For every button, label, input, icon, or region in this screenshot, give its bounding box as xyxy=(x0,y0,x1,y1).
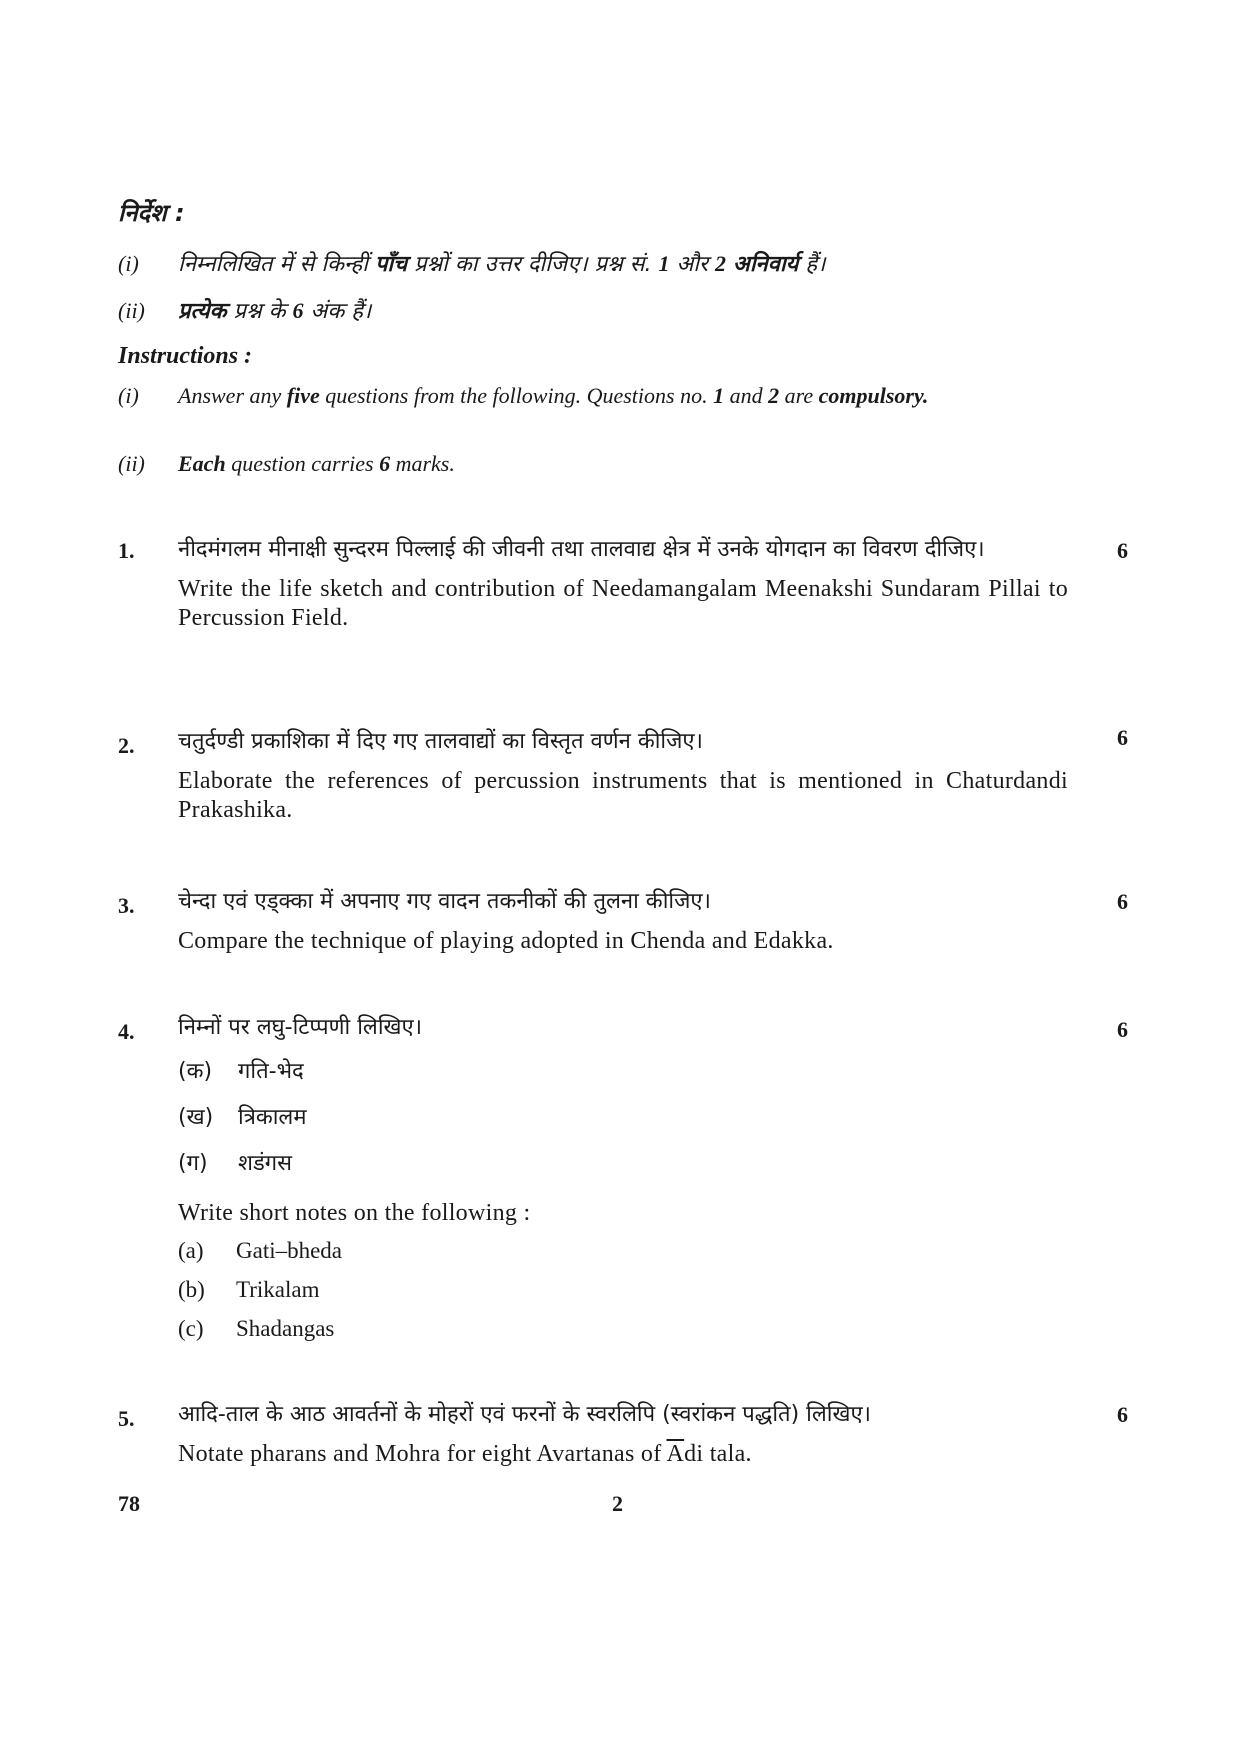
subitem-label: (ग) xyxy=(178,1151,208,1176)
instruction-text: Each question carries 6 marks. xyxy=(178,451,455,476)
question-body xyxy=(178,885,1068,956)
subitem-label: (ख) xyxy=(178,1105,214,1130)
instruction-text: Answer any five questions from the following. Questions no. 1 and 2 are compulsory. xyxy=(178,383,929,408)
question-text-english: Write the life sketch and contribution of Needamangalam Meenakshi Sundaram Pillai to Percussion Field. xyxy=(178,576,1068,631)
question-body xyxy=(178,725,1068,825)
subitem-label: (b) xyxy=(178,1277,205,1302)
subitem-text: Gati–bheda xyxy=(236,1238,343,1263)
hindi-instructions-heading: निर्देश : xyxy=(118,199,185,227)
subitem-text: त्रिकालम xyxy=(238,1105,307,1130)
subitem-text: गति-भेद xyxy=(238,1059,304,1084)
question-number: 3. xyxy=(118,893,135,918)
question-text-english: Compare the technique of playing adopted in Chenda and Edakka. xyxy=(178,928,834,954)
question-text-english: Notate pharans and Mohra for eight Avartanas of $\overline{A}di$ tala. xyxy=(178,1441,752,1467)
page-number: 2 xyxy=(612,1491,623,1516)
question-number: 5. xyxy=(118,1406,135,1431)
english-subitem-c xyxy=(178,1316,1068,1355)
hindi-subitem-ka xyxy=(178,1055,1068,1101)
question-text-hindi: नीदमंगलम मीनाक्षी सुन्दरम पिल्लाई की जीवनी तथा तालवाद्य क्षेत्र में उनके योगदान का विवरण दीजिए। xyxy=(178,537,985,562)
hindi-subitem-kha xyxy=(178,1101,1068,1147)
subitem-label: (क) xyxy=(178,1059,213,1084)
english-instructions-heading: Instructions : xyxy=(118,343,253,369)
instruction-number: (ii) xyxy=(118,451,145,476)
question-marks: 6 xyxy=(1117,538,1128,563)
english-subitem-b xyxy=(178,1277,1068,1316)
instruction-number: (i) xyxy=(118,383,139,408)
question-text-english: Elaborate the references of percussion instruments that is mentioned in Chaturdandi Prakashika. xyxy=(178,768,1068,823)
subitem-label: (a) xyxy=(178,1238,204,1263)
question-text-english: Write short notes on the following : xyxy=(178,1200,531,1226)
hindi-subitem-ga xyxy=(178,1147,1068,1193)
question-text-hindi: निम्नों पर लघु-टिप्पणी लिखिए। xyxy=(178,1015,423,1040)
instruction-text: प्रत्येक प्रश्न के 6 अंक हैं। xyxy=(178,298,372,324)
question-body xyxy=(178,533,1068,633)
question-marks: 6 xyxy=(1117,1017,1128,1042)
subitem-text: Trikalam xyxy=(236,1277,320,1302)
instruction-number: (ii) xyxy=(118,298,145,323)
subitem-label: (c) xyxy=(178,1316,204,1341)
question-number: 4. xyxy=(118,1019,135,1044)
question-text-hindi: आदि-ताल के आठ आवर्तनों के मोहरों एवं फरनों के स्वरलिपि (स्वरांकन पद्धति) लिखिए। xyxy=(178,1402,871,1427)
english-subitem-a xyxy=(178,1238,1068,1277)
subitem-text: शडंगस xyxy=(238,1151,292,1176)
instruction-text: निम्नलिखित में से किन्हीं पाँच प्रश्नों का उत्तर दीजिए। प्रश्न सं. 1 और 2 अनिवार्य हैं। xyxy=(178,251,826,277)
question-text-hindi: चेन्दा एवं एड्क्का में अपनाए गए वादन तकनीकों की तुलना कीजिए। xyxy=(178,889,711,914)
question-marks: 6 xyxy=(1117,1402,1128,1427)
instruction-number: (i) xyxy=(118,251,139,276)
paper-code: 78 xyxy=(118,1491,140,1516)
question-number: 2. xyxy=(118,733,135,758)
question-number: 1. xyxy=(118,538,135,563)
question-body xyxy=(178,1398,1068,1469)
question-marks: 6 xyxy=(1117,889,1128,914)
macron-letter: $\overline{A}$ xyxy=(666,1441,685,1467)
question-body xyxy=(178,1011,1068,1355)
question-marks: 6 xyxy=(1117,725,1128,750)
question-text-hindi: चतुर्दण्डी प्रकाशिका में दिए गए तालवाद्यों का विस्तृत वर्णन कीजिए। xyxy=(178,729,703,754)
subitem-text: Shadangas xyxy=(236,1316,335,1341)
